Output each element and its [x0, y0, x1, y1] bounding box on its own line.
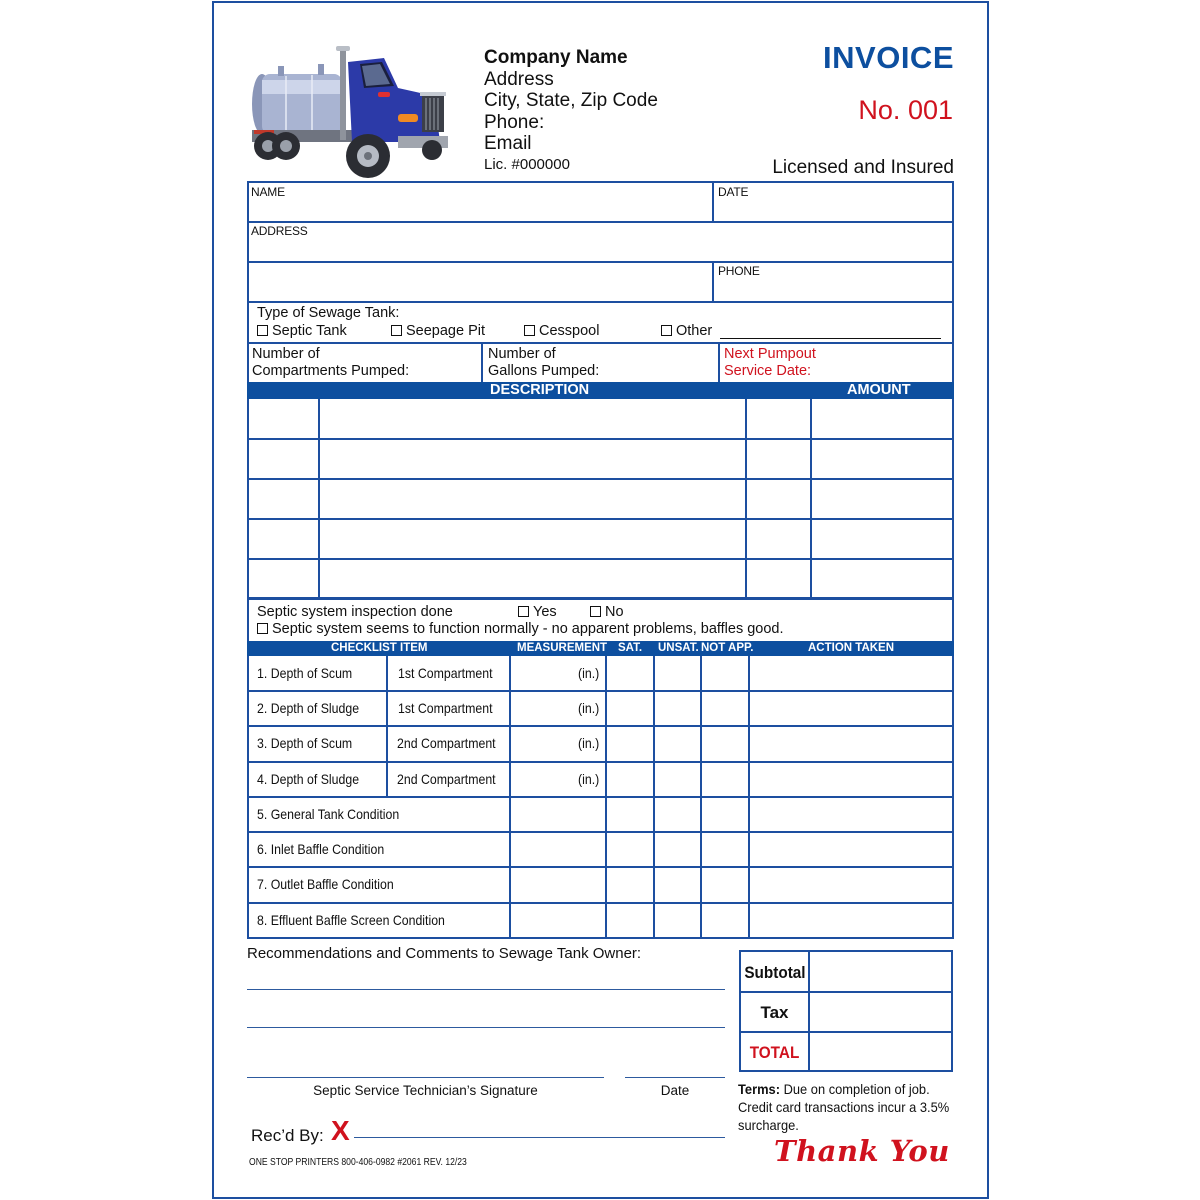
checklist-compartment-label: 1st Compartment — [398, 665, 493, 681]
address-field[interactable] — [249, 223, 952, 260]
checklist-row[interactable] — [249, 656, 952, 690]
yes-label: Yes — [533, 604, 557, 620]
checklist-row[interactable] — [249, 691, 952, 725]
company-email: Email — [484, 133, 532, 154]
inspection-label: Septic system inspection done — [257, 604, 453, 620]
cesspool-label: Cesspool — [539, 323, 600, 339]
comments-label: Recommendations and Comments to Sewage Tank Owner: — [247, 945, 642, 962]
name-label: NAME — [251, 185, 285, 199]
phone-field[interactable] — [714, 263, 952, 300]
terms-text-2: Credit card transactions incur a 3.5% — [738, 1099, 950, 1115]
other-tank-type-input[interactable] — [720, 325, 941, 339]
checklist-row[interactable] — [249, 797, 952, 831]
line-item-row[interactable] — [249, 480, 952, 518]
checkbox-icon — [257, 623, 268, 634]
description-header: DESCRIPTION — [490, 382, 590, 398]
inspection-yes-checkbox[interactable] — [518, 604, 557, 620]
checklist-item-label: 6. Inlet Baffle Condition — [257, 841, 385, 857]
licensed-insured-tagline: Licensed and Insured — [772, 157, 954, 178]
checkbox-icon — [518, 606, 529, 617]
checklist-item-header: CHECKLIST ITEM — [331, 642, 428, 654]
vacuum-truck-icon — [248, 42, 450, 180]
signature-date-line[interactable] — [625, 1066, 725, 1078]
checklist-item-label: 4. Depth of Sludge — [257, 771, 360, 787]
checklist-item-label: 2. Depth of Sludge — [257, 700, 360, 716]
checkbox-icon — [257, 325, 268, 336]
address-line-2-field[interactable] — [249, 263, 711, 300]
compartments-pumped-field[interactable] — [252, 346, 409, 380]
septic-tank-label: Septic Tank — [272, 323, 347, 339]
address-label: ADDRESS — [251, 224, 308, 238]
checkbox-icon — [524, 325, 535, 336]
line-items-header — [247, 382, 954, 399]
received-by-label: Rec’d By: — [251, 1126, 324, 1145]
received-by-signature-line[interactable] — [354, 1126, 725, 1138]
checkbox-icon — [661, 325, 672, 336]
terms-label: Terms: — [738, 1081, 781, 1097]
compartments-label-line1: Number of — [252, 346, 320, 362]
checklist-row[interactable] — [249, 762, 952, 796]
date-label: DATE — [718, 185, 749, 199]
line-item-row[interactable] — [249, 520, 952, 558]
checklist-unit-label: (in.) — [578, 700, 600, 716]
technician-signature-line[interactable] — [247, 1066, 604, 1078]
checklist-item-label: 1. Depth of Scum — [257, 665, 353, 681]
date-field[interactable] — [714, 183, 952, 220]
measurement-header: MEASUREMENT — [517, 642, 608, 654]
checklist-compartment-label: 2nd Compartment — [397, 735, 496, 751]
checklist-unit-label: (in.) — [578, 735, 600, 751]
amount-header: AMOUNT — [847, 382, 911, 398]
unsat-header: UNSAT. — [658, 642, 699, 654]
tax-label: Tax — [760, 1003, 789, 1022]
checklist-compartment-label: 2nd Compartment — [397, 771, 496, 787]
subtotal-label: Subtotal — [744, 963, 806, 982]
checklist-item-label: 5. General Tank Condition — [257, 806, 400, 822]
total-value-field[interactable] — [810, 1033, 951, 1070]
checklist-row[interactable] — [249, 867, 952, 901]
invoice-number: No. 001 — [858, 95, 953, 125]
functions-normally-checkbox[interactable] — [257, 621, 784, 637]
septic-tank-checkbox[interactable] — [257, 323, 347, 339]
invoice-title: INVOICE — [823, 40, 954, 75]
technician-signature-label: Septic Service Technician’s Signature — [313, 1083, 538, 1098]
gallons-label-line1: Number of — [488, 346, 556, 362]
not-applicable-header: NOT APP. — [701, 642, 754, 654]
terms-text-3: surcharge. — [738, 1117, 799, 1133]
checklist-item-label: 8. Effluent Baffle Screen Condition — [257, 912, 445, 928]
functions-normally-label: Septic system seems to function normally - no apparent problems, baffles good. — [272, 621, 784, 637]
checklist-row[interactable] — [249, 832, 952, 866]
line-item-row[interactable] — [249, 400, 952, 438]
thank-you-text: Thank You — [774, 1134, 950, 1168]
next-pumpout-label-line1: Next Pumpout — [724, 346, 816, 362]
checklist-row[interactable] — [249, 903, 952, 937]
line-item-row[interactable] — [249, 560, 952, 598]
printer-footer: ONE STOP PRINTERS 800-406-0982 #2061 REV. 12/23 — [249, 1157, 467, 1168]
checklist-row[interactable] — [249, 726, 952, 760]
company-city-state-zip: City, State, Zip Code — [484, 90, 658, 111]
phone-label: PHONE — [718, 264, 760, 278]
comments-line-2[interactable] — [247, 1016, 725, 1028]
no-label: No — [605, 604, 624, 620]
other-checkbox[interactable] — [661, 323, 712, 339]
checkbox-icon — [590, 606, 601, 617]
tax-value-field[interactable] — [810, 993, 951, 1031]
subtotal-value-field[interactable] — [810, 952, 951, 991]
terms-text-1: Due on completion of job. — [780, 1081, 930, 1097]
other-label: Other — [676, 323, 713, 339]
next-pumpout-date-field[interactable] — [724, 346, 816, 380]
comments-line-1[interactable] — [247, 978, 725, 990]
received-by-x-mark: X — [331, 1115, 350, 1146]
tank-type-label: Type of Sewage Tank: — [257, 305, 400, 321]
gallons-label-line2: Gallons Pumped: — [488, 363, 600, 379]
seepage-pit-label: Seepage Pit — [406, 323, 486, 339]
gallons-pumped-field[interactable] — [488, 346, 599, 380]
company-name: Company Name — [484, 47, 628, 68]
sat-header: SAT. — [618, 642, 643, 654]
seepage-pit-checkbox[interactable] — [391, 323, 485, 339]
name-field[interactable] — [249, 183, 711, 220]
payment-terms — [738, 1080, 949, 1134]
line-item-row[interactable] — [249, 440, 952, 478]
company-address: Address — [484, 68, 554, 90]
checklist-unit-label: (in.) — [578, 771, 600, 787]
total-label: TOTAL — [749, 1043, 800, 1062]
checklist-unit-label: (in.) — [578, 665, 600, 681]
checklist-header — [247, 641, 954, 656]
checklist-item-label: 3. Depth of Scum — [257, 735, 353, 751]
cesspool-checkbox[interactable] — [524, 323, 599, 339]
company-phone: Phone: — [484, 111, 545, 133]
signature-date-label: Date — [660, 1083, 690, 1098]
checkbox-icon — [391, 325, 402, 336]
action-taken-header: ACTION TAKEN — [808, 642, 895, 654]
compartments-label-line2: Compartments Pumped: — [252, 363, 410, 379]
next-pumpout-label-line2: Service Date: — [724, 363, 812, 379]
checklist-item-label: 7. Outlet Baffle Condition — [257, 876, 394, 892]
inspection-no-checkbox[interactable] — [590, 604, 624, 620]
company-license: Lic. #000000 — [484, 155, 570, 173]
checklist-compartment-label: 1st Compartment — [398, 700, 493, 716]
